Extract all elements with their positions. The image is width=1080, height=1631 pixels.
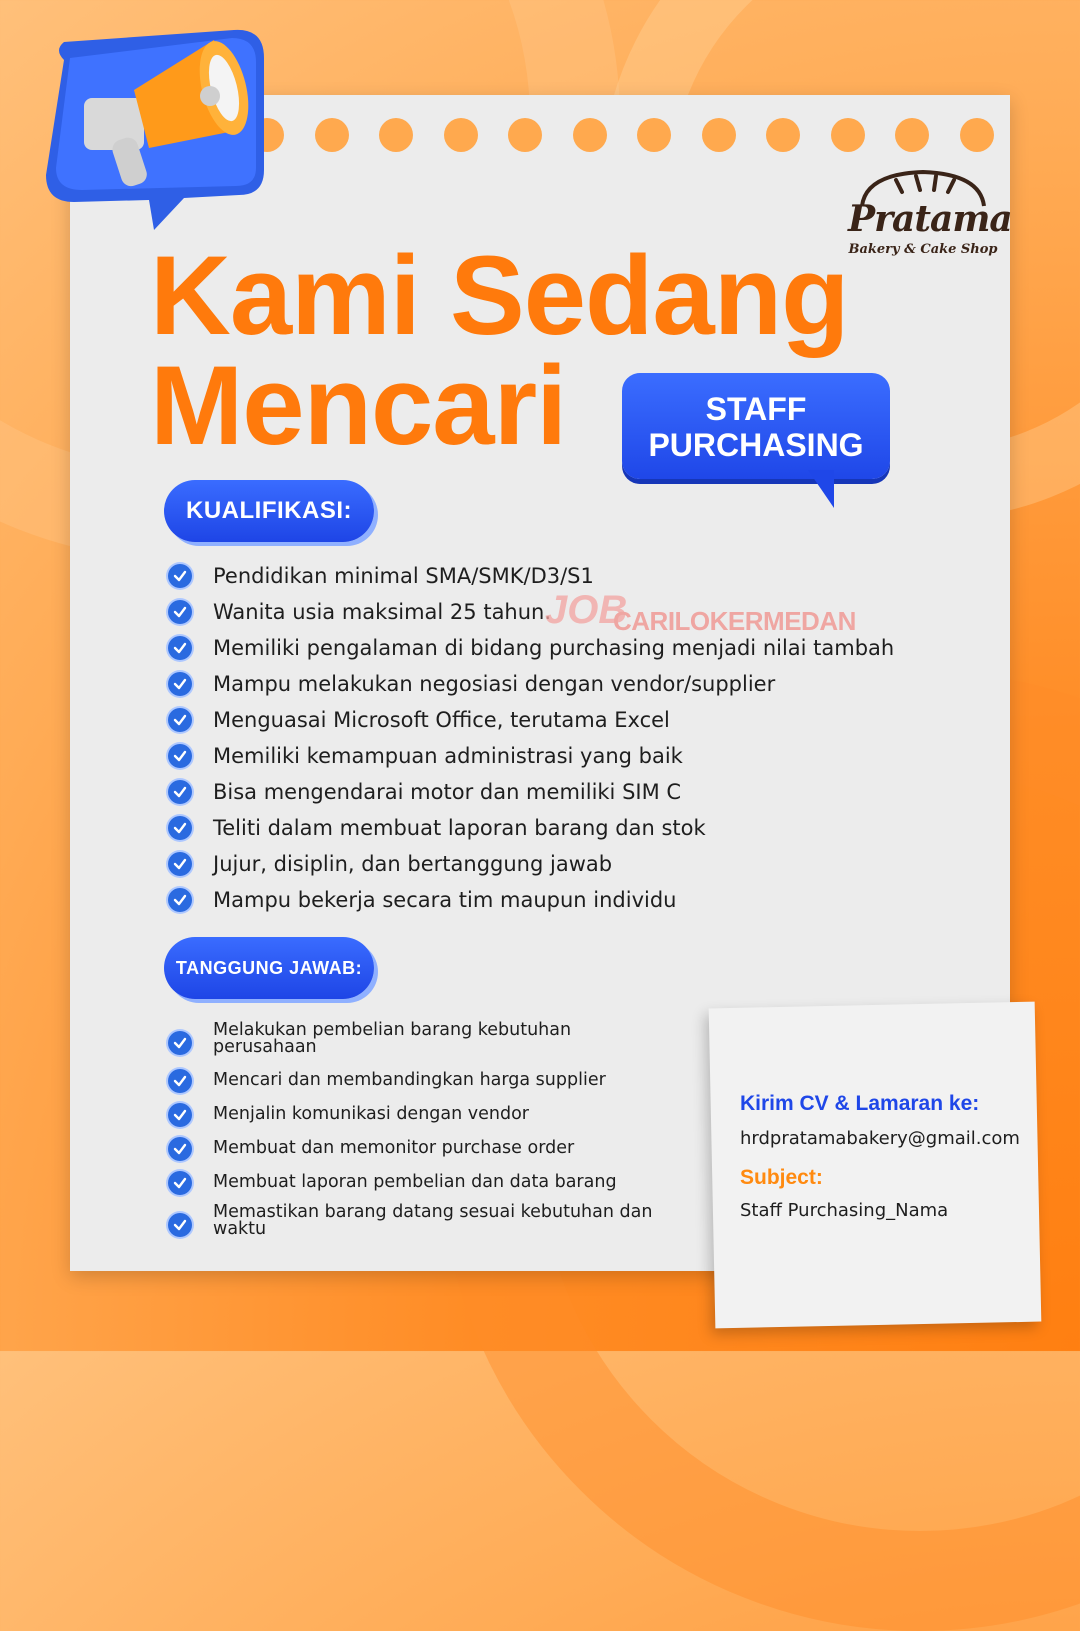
- responsibilities-list: [168, 1022, 653, 1238]
- role-badge-tail: [808, 470, 834, 508]
- check-icon: [168, 1031, 192, 1055]
- list-item: [168, 848, 894, 884]
- list-item: [168, 1022, 633, 1056]
- list-item: [168, 884, 894, 920]
- list-item-text: Teliti dalam membuat laporan barang dan stok: [213, 816, 706, 840]
- list-item-text: Mencari dan membandingkan harga supplier: [213, 1070, 606, 1090]
- list-item: [168, 704, 894, 740]
- list-item-text: Memiliki kemampuan administrasi yang baik: [213, 744, 683, 768]
- contact-title: Kirim CV & Lamaran ke:: [740, 1092, 980, 1115]
- logo-name: Pratama: [848, 198, 1012, 240]
- subject-label: Subject:: [740, 1166, 823, 1189]
- list-item-text: Menjalin komunikasi dengan vendor: [213, 1104, 529, 1124]
- check-icon: [168, 852, 192, 876]
- brand-logo: [848, 168, 1012, 268]
- check-icon: [168, 636, 192, 660]
- list-item: [168, 1170, 653, 1194]
- list-item-text: Melakukan pembelian barang kebutuhan perusahaan: [213, 1020, 572, 1057]
- check-icon: [168, 780, 192, 804]
- list-item: [168, 668, 894, 704]
- check-icon: [168, 600, 192, 624]
- contact-note: [709, 1002, 1042, 1329]
- list-item-text: Memiliki pengalaman di bidang purchasing menjadi nilai tambah: [213, 636, 895, 660]
- headline-line-1: Kami Sedang: [150, 233, 849, 358]
- check-icon: [168, 1137, 192, 1161]
- check-icon: [168, 1213, 192, 1237]
- role-badge: [622, 373, 890, 479]
- check-icon: [168, 708, 192, 732]
- check-icon: [168, 672, 192, 696]
- contact-email[interactable]: hrdpratamabakery@gmail.com: [740, 1128, 1020, 1149]
- list-item: [168, 1068, 653, 1092]
- list-item-text: Mampu melakukan negosiasi dengan vendor/supplier: [213, 672, 776, 696]
- check-icon: [168, 816, 192, 840]
- check-icon: [168, 564, 192, 588]
- logo-tagline: Bakery & Cake Shop: [848, 242, 998, 257]
- list-item-text: Membuat dan memonitor purchase order: [213, 1138, 575, 1158]
- list-item-text: Bisa mengendarai motor dan memiliki SIM C: [213, 780, 682, 804]
- list-item-text: Membuat laporan pembelian dan data barang: [213, 1172, 617, 1192]
- list-item-text: Memastikan barang datang sesuai kebutuhan dan waktu: [213, 1202, 653, 1239]
- list-item: [168, 1204, 653, 1238]
- list-item-text: Wanita usia maksimal 25 tahun.: [213, 600, 552, 624]
- check-icon: [168, 1103, 192, 1127]
- subject-value: Staff Purchasing_Nama: [740, 1200, 949, 1221]
- list-item: [168, 776, 894, 812]
- role-line-1: STAFF: [705, 391, 807, 427]
- check-icon: [168, 744, 192, 768]
- check-icon: [168, 1069, 192, 1093]
- list-item-text: Mampu bekerja secara tim maupun individu: [213, 888, 677, 912]
- watermark: [545, 588, 856, 648]
- list-item: [168, 1102, 653, 1126]
- check-icon: [168, 888, 192, 912]
- list-item: [168, 812, 894, 848]
- notepad-holes: [250, 118, 1040, 152]
- qualifications-label: KUALIFIKASI:: [164, 480, 374, 542]
- megaphone-icon: [24, 20, 274, 235]
- watermark-badge: JOB: [545, 588, 628, 632]
- list-item: [168, 1136, 653, 1160]
- list-item-text: Jujur, disiplin, dan bertanggung jawab: [213, 852, 613, 876]
- responsibilities-label: TANGGUNG JAWAB:: [164, 937, 374, 999]
- list-item-text: Pendidikan minimal SMA/SMK/D3/S1: [213, 564, 594, 588]
- check-icon: [168, 1171, 192, 1195]
- watermark-text: CARILOKERMEDAN: [613, 606, 856, 636]
- headline-line-2: Mencari: [150, 343, 567, 468]
- list-item: [168, 740, 894, 776]
- list-item-text: Menguasai Microsoft Office, terutama Excel: [213, 708, 670, 732]
- role-line-2: PURCHASING: [648, 427, 864, 463]
